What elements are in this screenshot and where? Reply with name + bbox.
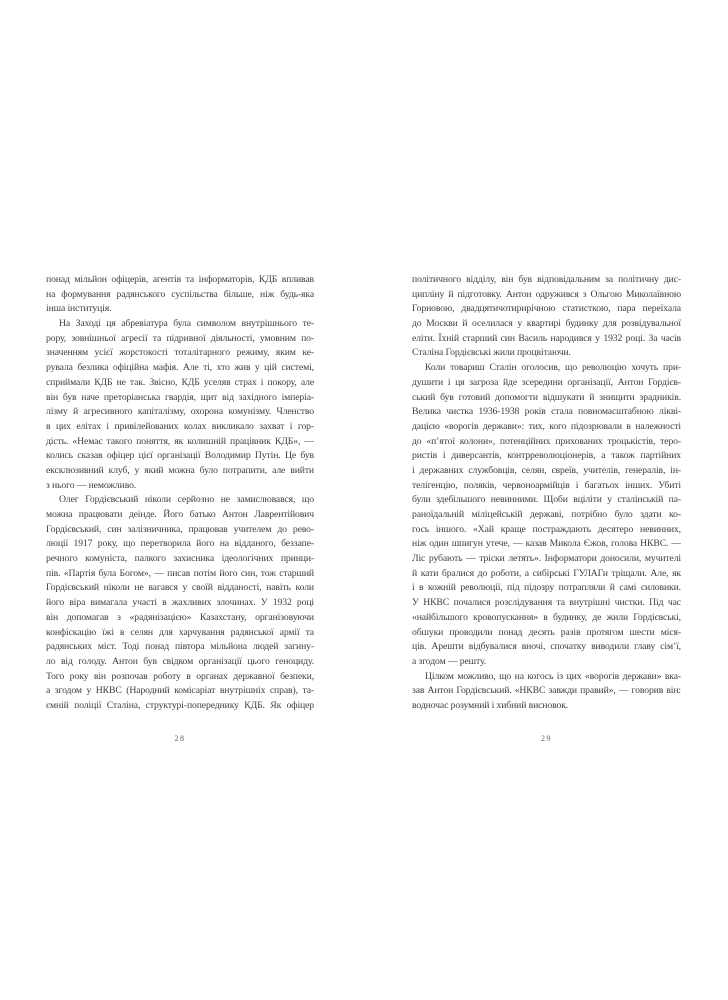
page-right: [412, 0, 681, 1000]
text-line: можна працювати деінде. Його батько Антон Лаврентійович: [46, 509, 314, 520]
text-line: ємній поліції Сталіна, структурі-попереднику КДБ. Як офіцер: [46, 699, 314, 711]
text-line: і державних службовців, селян, євреїв, учителів, генералів, ін-: [412, 464, 681, 476]
text-line: рувала безлика офіційна мафія. Але ті, хто жив у цій системі,: [46, 362, 314, 374]
text-line: люції 1917 року, що перетворила його на відданого, беззапе-: [46, 538, 314, 550]
text-line: речного комуніста, палкого захисника ідеологічних принци-: [46, 553, 314, 565]
text-line: Горновою, двадцятичотирирічною статисткою, пара переїхала: [412, 303, 681, 315]
text-line: дацією «ворогів держави»: тих, кого підозрювали в належності: [412, 420, 681, 432]
text-line: Ліс рубають — тріски летять». Інформатори доносили, мучителі: [412, 553, 681, 565]
page-left-text: [46, 273, 314, 714]
text-line: колись сказав офіцер цієї організації Володимир Путін. Це був: [46, 450, 314, 462]
text-line: ніж один шпигун утече, — казав Микола Єжов, голова НКВС. —: [412, 538, 681, 550]
text-line: водночас розумний і хибний висновок.: [412, 699, 569, 711]
text-line: ципліну й підготовку. Антон одружився з Ольгою Миколаївною: [412, 288, 681, 300]
text-line: до Москви й оселилася у квартирі будинку для розвідувальної: [412, 318, 681, 330]
text-line: ексклюзивний клуб, у який можна було потрапити, але вийти: [46, 464, 314, 476]
text-line: Цілком можливо, що на когось із цих «ворогів держави» вка-: [425, 670, 681, 682]
page-number-right: 29: [541, 734, 552, 743]
text-line: сприймали КДБ не так. Звісно, КДБ уселяв страх і покору, але: [46, 376, 314, 388]
text-line: ців. Арешти відбувалися вночі, спочатку виводили главу сім’ї,: [412, 641, 681, 653]
text-line: Гордієвський ніколи не вагався у своїй відданості, навіть коли: [46, 582, 314, 594]
text-line: ристів і диверсантів, контрреволюціонерів, а також партійних: [412, 450, 681, 462]
text-line: він допомагав з «радянізацією» Казахстану, організовуючи: [46, 611, 314, 623]
text-line: його віра вимагала участі в жахливих злочинах. У 1932 році: [46, 597, 314, 609]
text-line: Коли товариш Сталін оголосив, що революцію хочуть при-: [425, 362, 681, 374]
page-number-left: 28: [174, 734, 186, 743]
text-line: Того року він розпочав роботу в органах державної безпеки,: [46, 670, 314, 682]
text-line: значенням усієї жорстокості тоталітарного режиму, яким ке-: [46, 347, 314, 359]
text-line: Гордієвський, син залізничника, працював учителем до рево-: [46, 523, 314, 535]
text-line: еліти. Їхній старший син Василь народився у 1932 році. За часів: [412, 332, 681, 344]
text-line: На Заході ця абревіатура була символом внутрішнього те-: [59, 318, 314, 330]
text-line: Велика чистка 1936-1938 років стала повномасштабною лікві-: [412, 406, 681, 418]
text-line: Сталіна Гордієвські жили процвітаючи.: [412, 347, 571, 359]
text-line: він був наче преторіанська гвардія, щит від західного імперіа-: [46, 391, 314, 403]
text-line: а згодом — решту.: [412, 655, 487, 667]
text-line: політичного відділу, він був відповідальним за політичну дис-: [412, 274, 681, 285]
text-line: радянських міст. Тоді понад півтора мільйона людей загину-: [46, 641, 314, 653]
text-line: були здебільшого невинними. Щоби вціліти у сталінській па-: [412, 494, 681, 506]
text-line: до «п’ятої колони», потенційних прихованих троцькістів, теро-: [412, 435, 681, 447]
text-line: ський був готовий допомогти відшукати й знищити зрадників.: [412, 391, 681, 403]
text-line: пів. «Партія була Богом», — писав потім його син, тож старший: [46, 567, 314, 579]
text-line: «найбільшого кровопускання» в будинку, де жили Гордієвські,: [412, 611, 681, 623]
text-line: душити і ця загроза йде зсередини організації, Антон Гордієв-: [412, 376, 681, 388]
text-line: лізму й агресивного капіталізму, охорона комунізму. Членство: [46, 406, 314, 418]
page-right-text: [412, 273, 681, 714]
text-line: понад мільйон офіцерів, агентів та інформаторів, КДБ впливав: [46, 274, 314, 285]
text-line: гось іншого. «Хай краще постраждають десятеро невинних,: [412, 523, 681, 535]
text-line: на формування радянського суспільства більше, ніж будь-яка: [46, 288, 314, 300]
text-line: конфіскацію їжі в селян для харчування радянської армії та: [46, 626, 314, 638]
text-line: з нього — неможливо.: [46, 479, 137, 491]
page-left: [46, 0, 314, 1000]
text-line: обшуки проводили понад десять разів протягом шести міся-: [412, 626, 681, 638]
text-line: рору, зовнішньої агресії та підривної діяльності, умовним по-: [46, 332, 314, 344]
text-line: ло від голоду. Антон був свідком організації цього геноциду.: [46, 655, 314, 667]
text-line: в цих елітах і привілейованих колах викликало захват і гор-: [46, 420, 314, 432]
text-line: телігенцію, поляків, червоноармійців і багатьох інших. Убиті: [412, 479, 681, 491]
text-line: а згодом у НКВС (Народний комісаріат внутрішніх справ), та-: [46, 685, 314, 697]
text-line: Олег Гордієвський ніколи серйозно не замислювався, що: [59, 494, 314, 506]
text-line: раноїдальній міліцейській державі, потрібно було здати ко-: [412, 509, 681, 520]
text-line: дість. «Немає такого поняття, як колишній працівник КДБ», —: [46, 435, 314, 447]
text-line: інша інституція.: [46, 303, 112, 315]
text-line: і в кожній революції, під підозру потрапляли й самі силовики.: [412, 582, 681, 594]
text-line: У НКВС почалися розслідування та внутрішні чистки. Під час: [412, 597, 681, 609]
text-line: зав Антон Гордієвський. «НКВС завжди правий», — говорив він:: [412, 685, 681, 697]
text-line: й кати бралися до роботи, а сибірські ГУЛАГи тріщали. Але, як: [412, 567, 681, 579]
